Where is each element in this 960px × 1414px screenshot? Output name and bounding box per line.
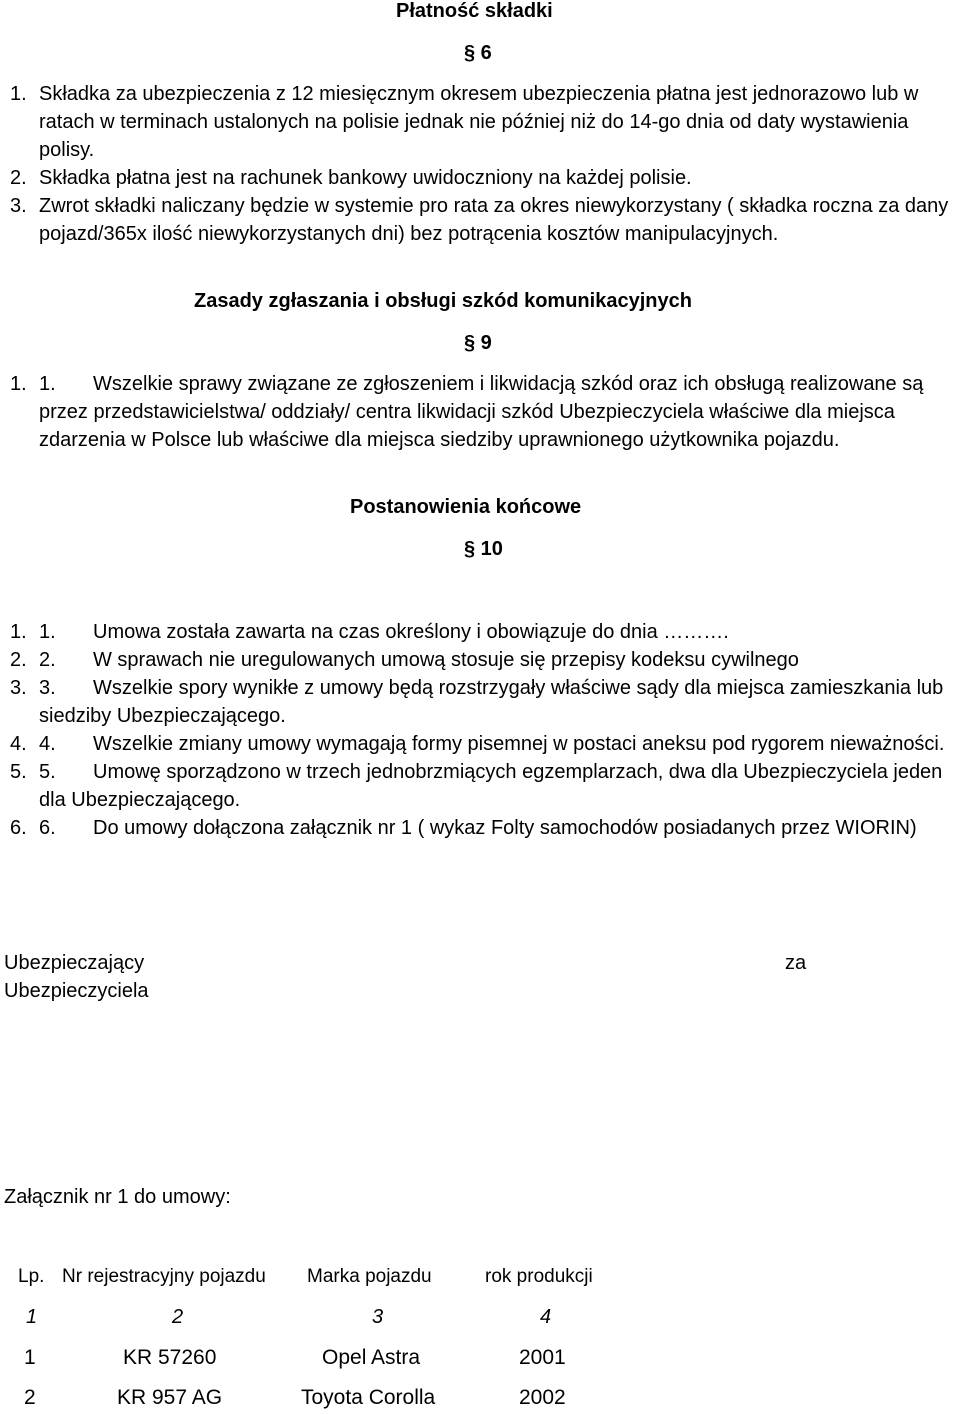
list-item: 1. 1. Umowa została zawarta na czas określony i obowiązuje do dnia ………. (10, 621, 729, 643)
list-item: 6. 6. Do umowy dołączona załącznik nr 1 ( wykaz Folty samochodów posiadanych przez WIORIN) (10, 817, 917, 839)
list-item: 3. 3. Wszelkie spory wynikłe z umowy będą rozstrzygały właściwe sądy dla miejsca zamieszkania lub siedziby Ubezpieczającego. (10, 677, 944, 727)
list-item: 3. Zwrot składki naliczany będzie w systemie pro rata za okres niewykorzystany ( składka roczna za dany pojazd/365x ilość niewykorzystanych dni) bez potrącenia kosztów manipulacyjnych. (10, 195, 949, 245)
list-item: 2. 2. W sprawach nie uregulowanych umową stosuje się przepisy kodeksu cywilnego (10, 649, 799, 671)
signature-for: za (785, 952, 807, 974)
column-number: 4 (540, 1306, 552, 1328)
signature-insured: Ubezpieczający (4, 952, 145, 974)
header-make: Marka pojazdu (307, 1266, 432, 1287)
row-year: 2001 (519, 1346, 566, 1369)
row-make: Opel Astra (322, 1346, 421, 1369)
payment-list (10, 80, 955, 248)
header-registration: Nr rejestracyjny pojazdu (62, 1266, 266, 1287)
claims-list (10, 370, 955, 454)
column-number: 1 (26, 1306, 38, 1328)
section-title-final: Postanowienia końcowe (350, 496, 582, 518)
list-item: 1. Składka za ubezpieczenia z 12 miesięcznym okresem ubezpieczenia płatna jest jednorazowo lub w ratach w terminach ustalonych na polisie jednak nie później niż do 14-go dnia od daty wystawienia polisy. (10, 83, 919, 161)
header-year: rok produkcji (485, 1266, 593, 1287)
list-item: 5. 5. Umowę sporządzono w trzech jednobrzmiących egzemplarzach, dwa dla Ubezpieczyciela jeden dla Ubezpieczającego. (10, 761, 943, 811)
row-registration: KR 57260 (123, 1346, 217, 1369)
row-lp: 2 (24, 1386, 36, 1409)
row-make: Toyota Corolla (301, 1386, 436, 1409)
row-year: 2002 (519, 1386, 566, 1409)
annex-title: Załącznik nr 1 do umowy: (4, 1186, 231, 1208)
column-number: 2 (172, 1306, 184, 1328)
paragraph-number-9: § 9 (464, 332, 492, 354)
final-list (10, 618, 955, 842)
paragraph-number-10: § 10 (464, 538, 503, 560)
list-item: 2. Składka płatna jest na rachunek bankowy uwidoczniony na każdej polisie. (10, 167, 692, 189)
list-item: 1. 1. Wszelkie sprawy związane ze zgłoszeniem i likwidacją szkód oraz ich obsługą realizowane są przez przedstawicielstwa/ oddziały/ centra likwidacji szkód Ubezpieczyciela właściwe dla miejsca zdarzenia w Polsce lub właściwe dla miejsca siedziby uprawnionego użytkownika pojazdu. (10, 373, 924, 451)
section-title-payment: Płatność składki (396, 0, 553, 22)
row-lp: 1 (24, 1346, 36, 1369)
row-registration: KR 957 AG (117, 1386, 223, 1409)
signature-insurer: Ubezpieczyciela (4, 980, 149, 1002)
list-item: 4. 4. Wszelkie zmiany umowy wymagają formy pisemnej w postaci aneksu pod rygorem nieważności. (10, 733, 945, 755)
section-title-claims: Zasady zgłaszania i obsługi szkód komunikacyjnych (194, 290, 692, 312)
paragraph-number-6: § 6 (464, 42, 492, 64)
header-lp: Lp. (18, 1266, 45, 1287)
column-number: 3 (372, 1306, 384, 1328)
